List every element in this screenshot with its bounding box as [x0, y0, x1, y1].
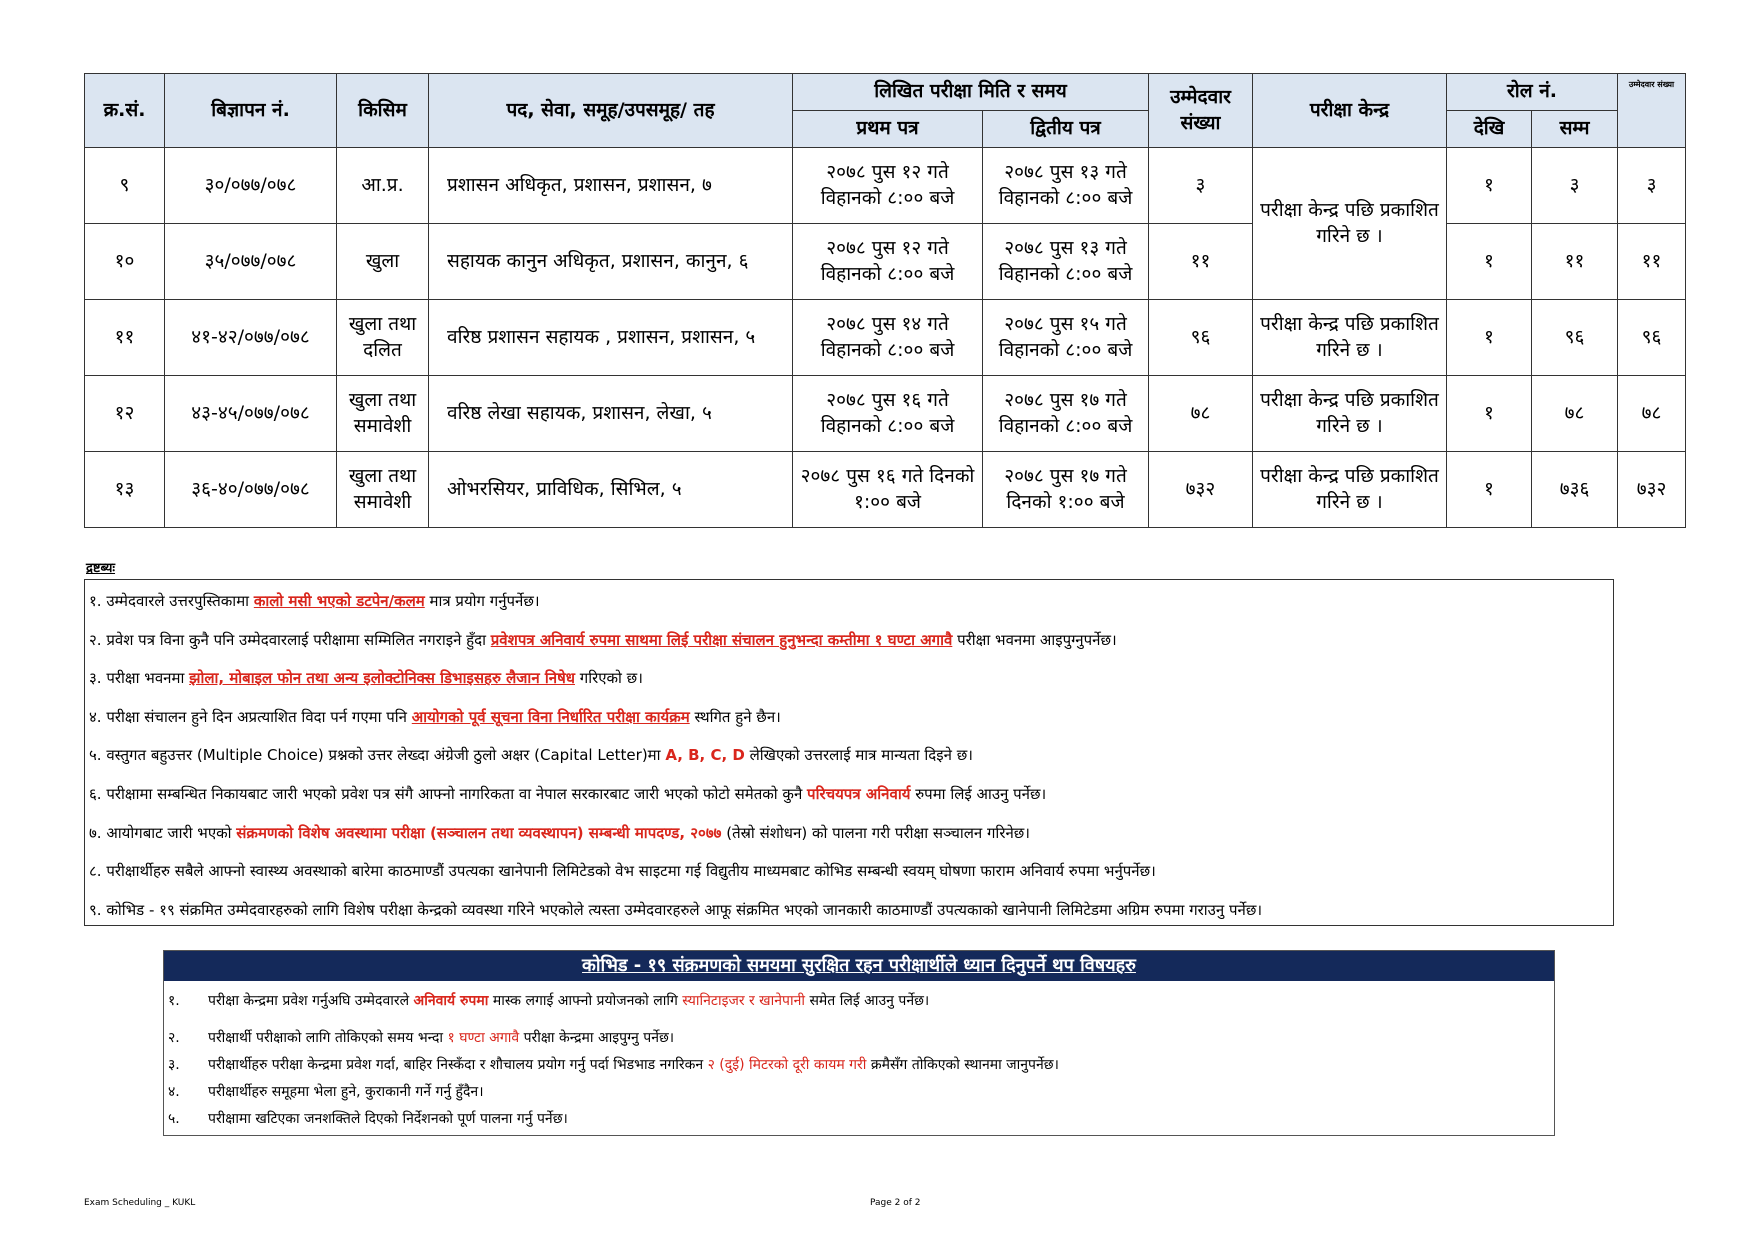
header-roll-no: रोल नं. — [1447, 74, 1618, 111]
cell-post: वरिष्ठ प्रशासन सहायक , प्रशासन, प्रशासन, ५ — [429, 300, 793, 376]
cell-count: ११ — [1618, 224, 1686, 300]
covid-item: ५. परीक्षामा खटिएका जनशक्तिले दिएको निर्देशनको पूर्ण पालना गर्नु पर्नेछ। — [168, 1111, 568, 1127]
header-adv-no: बिज्ञापन नं. — [165, 74, 337, 148]
cell-sn: १० — [85, 224, 165, 300]
cell-roll-from: १ — [1447, 224, 1532, 300]
note-item: ७. आयोगबाट जारी भएको संक्रमणको विशेष अवस्थामा परीक्षा (सञ्चालन तथा व्यवस्थापन) सम्बन्धी मापदण्ड, २०७७ (तेस्रो संशोधन) को पालना गरी परीक्षा सञ्चालन गरिनेछ। — [89, 823, 1030, 842]
cell-center: परीक्षा केन्द्र पछि प्रकाशित गरिने छ । — [1253, 148, 1447, 300]
header-paper1: प्रथम पत्र — [793, 111, 983, 148]
footer-doc-name: Exam Scheduling _ KUKL — [84, 1198, 196, 1208]
cell-post: ओभरसियर, प्राविधिक, सिभिल, ५ — [429, 452, 793, 528]
cell-roll-from: १ — [1447, 148, 1532, 224]
covid-guidelines-box — [163, 950, 1555, 1136]
cell-paper1: २०७८ पुस १४ गते विहानको ८:०० बजे — [793, 300, 983, 376]
cell-candidates: ७३२ — [1149, 452, 1253, 528]
cell-paper2: २०७८ पुस १३ गते विहानको ८:०० बजे — [983, 224, 1149, 300]
note-item: ८. परीक्षार्थीहरु सबैले आफ्नो स्वास्थ्य अवस्थाको बारेमा काठमाण्डौं उपत्यका खानेपानी लिमिटेडको वेभ साइटमा गई विद्युतीय माध्यमबाट कोभिड सम्बन्धी स्वयम् घोषणा फाराम अनिवार्य रुपमा भर्नुपर्नेछ। — [89, 862, 1156, 881]
cell-candidates: ७८ — [1149, 376, 1253, 452]
cell-candidates: ९६ — [1149, 300, 1253, 376]
cell-paper2: २०७८ पुस १७ गते विहानको ८:०० बजे — [983, 376, 1149, 452]
note-item: ९. कोभिड - १९ संक्रमित उम्मेदवारहरुको लागि विशेष परीक्षा केन्द्रको व्यवस्था गरिने भएकोले त्यस्ता उम्मेदवारहरुले आफू संक्रमित भएको जानकारी काठमाण्डौं उपत्यकाको खानेपानी लिमिटेडमा अग्रिम रुपमा गराउनु पर्नेछ। — [89, 900, 1263, 919]
cell-roll-to: ९६ — [1532, 300, 1618, 376]
cell-type: खुला तथा समावेशी — [337, 452, 429, 528]
note-item: ५. वस्तुगत बहुउत्तर (Multiple Choice) प्रश्नको उत्तर लेख्दा अंग्रेजी ठुलो अक्षर (Capital Letter)मा A, B, C, D लेखिएको उत्तरलाई मात्र मान्यता दिइने छ। — [89, 746, 973, 765]
cell-roll-from: १ — [1447, 452, 1532, 528]
cell-paper1: २०७८ पुस १६ गते दिनको १:०० बजे — [793, 452, 983, 528]
cell-paper2: २०७८ पुस १५ गते विहानको ८:०० बजे — [983, 300, 1149, 376]
cell-adv: ४१-४२/०७७/०७८ — [165, 300, 337, 376]
note-item: ६. परीक्षामा सम्बन्धित निकायबाट जारी भएको प्रवेश पत्र संगै आफ्नो नागरिकता वा नेपाल सरकारबाट जारी भएको फोटो समेतको कुनै परिचयपत्र अनिवार्य रुपमा लिई आउनु पर्नेछ। — [89, 784, 1047, 803]
cell-adv: ३६-४०/०७७/०७८ — [165, 452, 337, 528]
cell-sn: ११ — [85, 300, 165, 376]
cell-center: परीक्षा केन्द्र पछि प्रकाशित गरिने छ । — [1253, 376, 1447, 452]
cell-roll-from: १ — [1447, 376, 1532, 452]
notes-title: द्रष्टब्यः — [86, 561, 116, 576]
notes-box — [84, 579, 1614, 926]
header-exam-datetime: लिखित परीक्षा मिति र समय — [793, 74, 1149, 111]
cell-type: खुला — [337, 224, 429, 300]
cell-paper2: २०७८ पुस १३ गते विहानको ८:०० बजे — [983, 148, 1149, 224]
cell-post: वरिष्ठ लेखा सहायक, प्रशासन, लेखा, ५ — [429, 376, 793, 452]
covid-item: १. परीक्षा केन्द्रमा प्रवेश गर्नुअघि उम्मेदवारले अनिवार्य रुपमा मास्क लगाई आफ्नो प्रयोजनको लागि स्यानिटाइजर र खानेपानी समेत लिई आउनु पर्नेछ। — [168, 993, 930, 1009]
header-roll-to: सम्म — [1532, 111, 1618, 148]
covid-item: ४. परीक्षार्थीहरु समूहमा भेला हुने, कुराकानी गर्ने गर्नु हुँदैन। — [168, 1084, 484, 1100]
header-paper2: द्वितीय पत्र — [983, 111, 1149, 148]
cell-roll-from: १ — [1447, 300, 1532, 376]
cell-sn: ९ — [85, 148, 165, 224]
note-item: ४. परीक्षा संचालन हुने दिन अप्रत्याशित विदा पर्न गएमा पनि आयोगको पूर्व सूचना विना निर्धारित परीक्षा कार्यक्रम स्थगित हुने छैन। — [89, 707, 781, 726]
header-candidates: उम्मेदवार संख्या — [1149, 74, 1253, 148]
header-type: किसिम — [337, 74, 429, 148]
cell-center: परीक्षा केन्द्र पछि प्रकाशित गरिने छ । — [1253, 300, 1447, 376]
cell-roll-to: ७३६ — [1532, 452, 1618, 528]
cell-roll-to: ११ — [1532, 224, 1618, 300]
header-sn: क्र.सं. — [85, 74, 165, 148]
cell-sn: १३ — [85, 452, 165, 528]
covid-title: कोभिड - १९ संक्रमणको समयमा सुरक्षित रहन परीक्षार्थीले ध्यान दिनुपर्ने थप विषयहरु — [164, 951, 1554, 981]
table-row — [85, 148, 1686, 224]
header-candidate-count: उम्मेदवार संख्या — [1618, 74, 1686, 148]
cell-center: परीक्षा केन्द्र पछि प्रकाशित गरिने छ । — [1253, 452, 1447, 528]
cell-candidates: ११ — [1149, 224, 1253, 300]
cell-count: ३ — [1618, 148, 1686, 224]
cell-paper1: २०७८ पुस १६ गते विहानको ८:०० बजे — [793, 376, 983, 452]
header-roll-from: देखि — [1447, 111, 1532, 148]
cell-type: खुला तथा समावेशी — [337, 376, 429, 452]
exam-schedule-table — [84, 73, 1686, 528]
cell-post: सहायक कानुन अधिकृत, प्रशासन, कानुन, ६ — [429, 224, 793, 300]
cell-adv: ३५/०७७/०७८ — [165, 224, 337, 300]
cell-count: ७८ — [1618, 376, 1686, 452]
cell-adv: ३०/०७७/०७८ — [165, 148, 337, 224]
cell-sn: १२ — [85, 376, 165, 452]
cell-adv: ४३-४५/०७७/०७८ — [165, 376, 337, 452]
cell-type: आ.प्र. — [337, 148, 429, 224]
table-row — [85, 376, 1686, 452]
table-row — [85, 452, 1686, 528]
covid-item: ३. परीक्षार्थीहरु परीक्षा केन्द्रमा प्रवेश गर्दा, बाहिर निस्कँदा र शौचालय प्रयोग गर्नु पर्दा भिडभाड नगरिकन २ (दुई) मिटरको दूरी कायम गरी क्रमैसँग तोकिएको स्थानमा जानुपर्नेछ। — [168, 1057, 1059, 1073]
cell-type: खुला तथा दलित — [337, 300, 429, 376]
cell-count: ७३२ — [1618, 452, 1686, 528]
cell-roll-to: ३ — [1532, 148, 1618, 224]
cell-paper2: २०७८ पुस १७ गते दिनको १:०० बजे — [983, 452, 1149, 528]
cell-count: ९६ — [1618, 300, 1686, 376]
cell-candidates: ३ — [1149, 148, 1253, 224]
note-item: २. प्रवेश पत्र विना कुनै पनि उम्मेदवारलाई परीक्षामा सम्मिलित नगराइने हुँदा प्रवेशपत्र अनिवार्य रुपमा साथमा लिई परीक्षा संचालन हुनुभन्दा कम्तीमा १ घण्टा अगावै परीक्षा भवनमा आइपुग्नुपर्नेछ। — [89, 630, 1117, 649]
covid-item: २. परीक्षार्थी परीक्षाको लागि तोकिएको समय भन्दा १ घण्टा अगावै परीक्षा केन्द्रमा आइपुग्नु पर्नेछ। — [168, 1030, 675, 1046]
cell-paper1: २०७८ पुस १२ गते विहानको ८:०० बजे — [793, 224, 983, 300]
cell-roll-to: ७८ — [1532, 376, 1618, 452]
note-item: १. उम्मेदवारले उत्तरपुस्तिकामा कालो मसी भएको डटपेन/कलम मात्र प्रयोग गर्नुपर्नेछ। — [89, 592, 540, 610]
note-item: ३. परीक्षा भवनमा झोला, मोबाइल फोन तथा अन्य इलोक्टोनिक्स डिभाइसहरु लैजान निषेध गरिएको छ। — [89, 669, 643, 688]
cell-post: प्रशासन अधिकृत, प्रशासन, प्रशासन, ७ — [429, 148, 793, 224]
header-center: परीक्षा केन्द्र — [1253, 74, 1447, 148]
header-post: पद, सेवा, समूह/उपसमूह/ तह — [429, 74, 793, 148]
cell-paper1: २०७८ पुस १२ गते विहानको ८:०० बजे — [793, 148, 983, 224]
table-row — [85, 300, 1686, 376]
footer-page-number: Page 2 of 2 — [870, 1198, 921, 1208]
